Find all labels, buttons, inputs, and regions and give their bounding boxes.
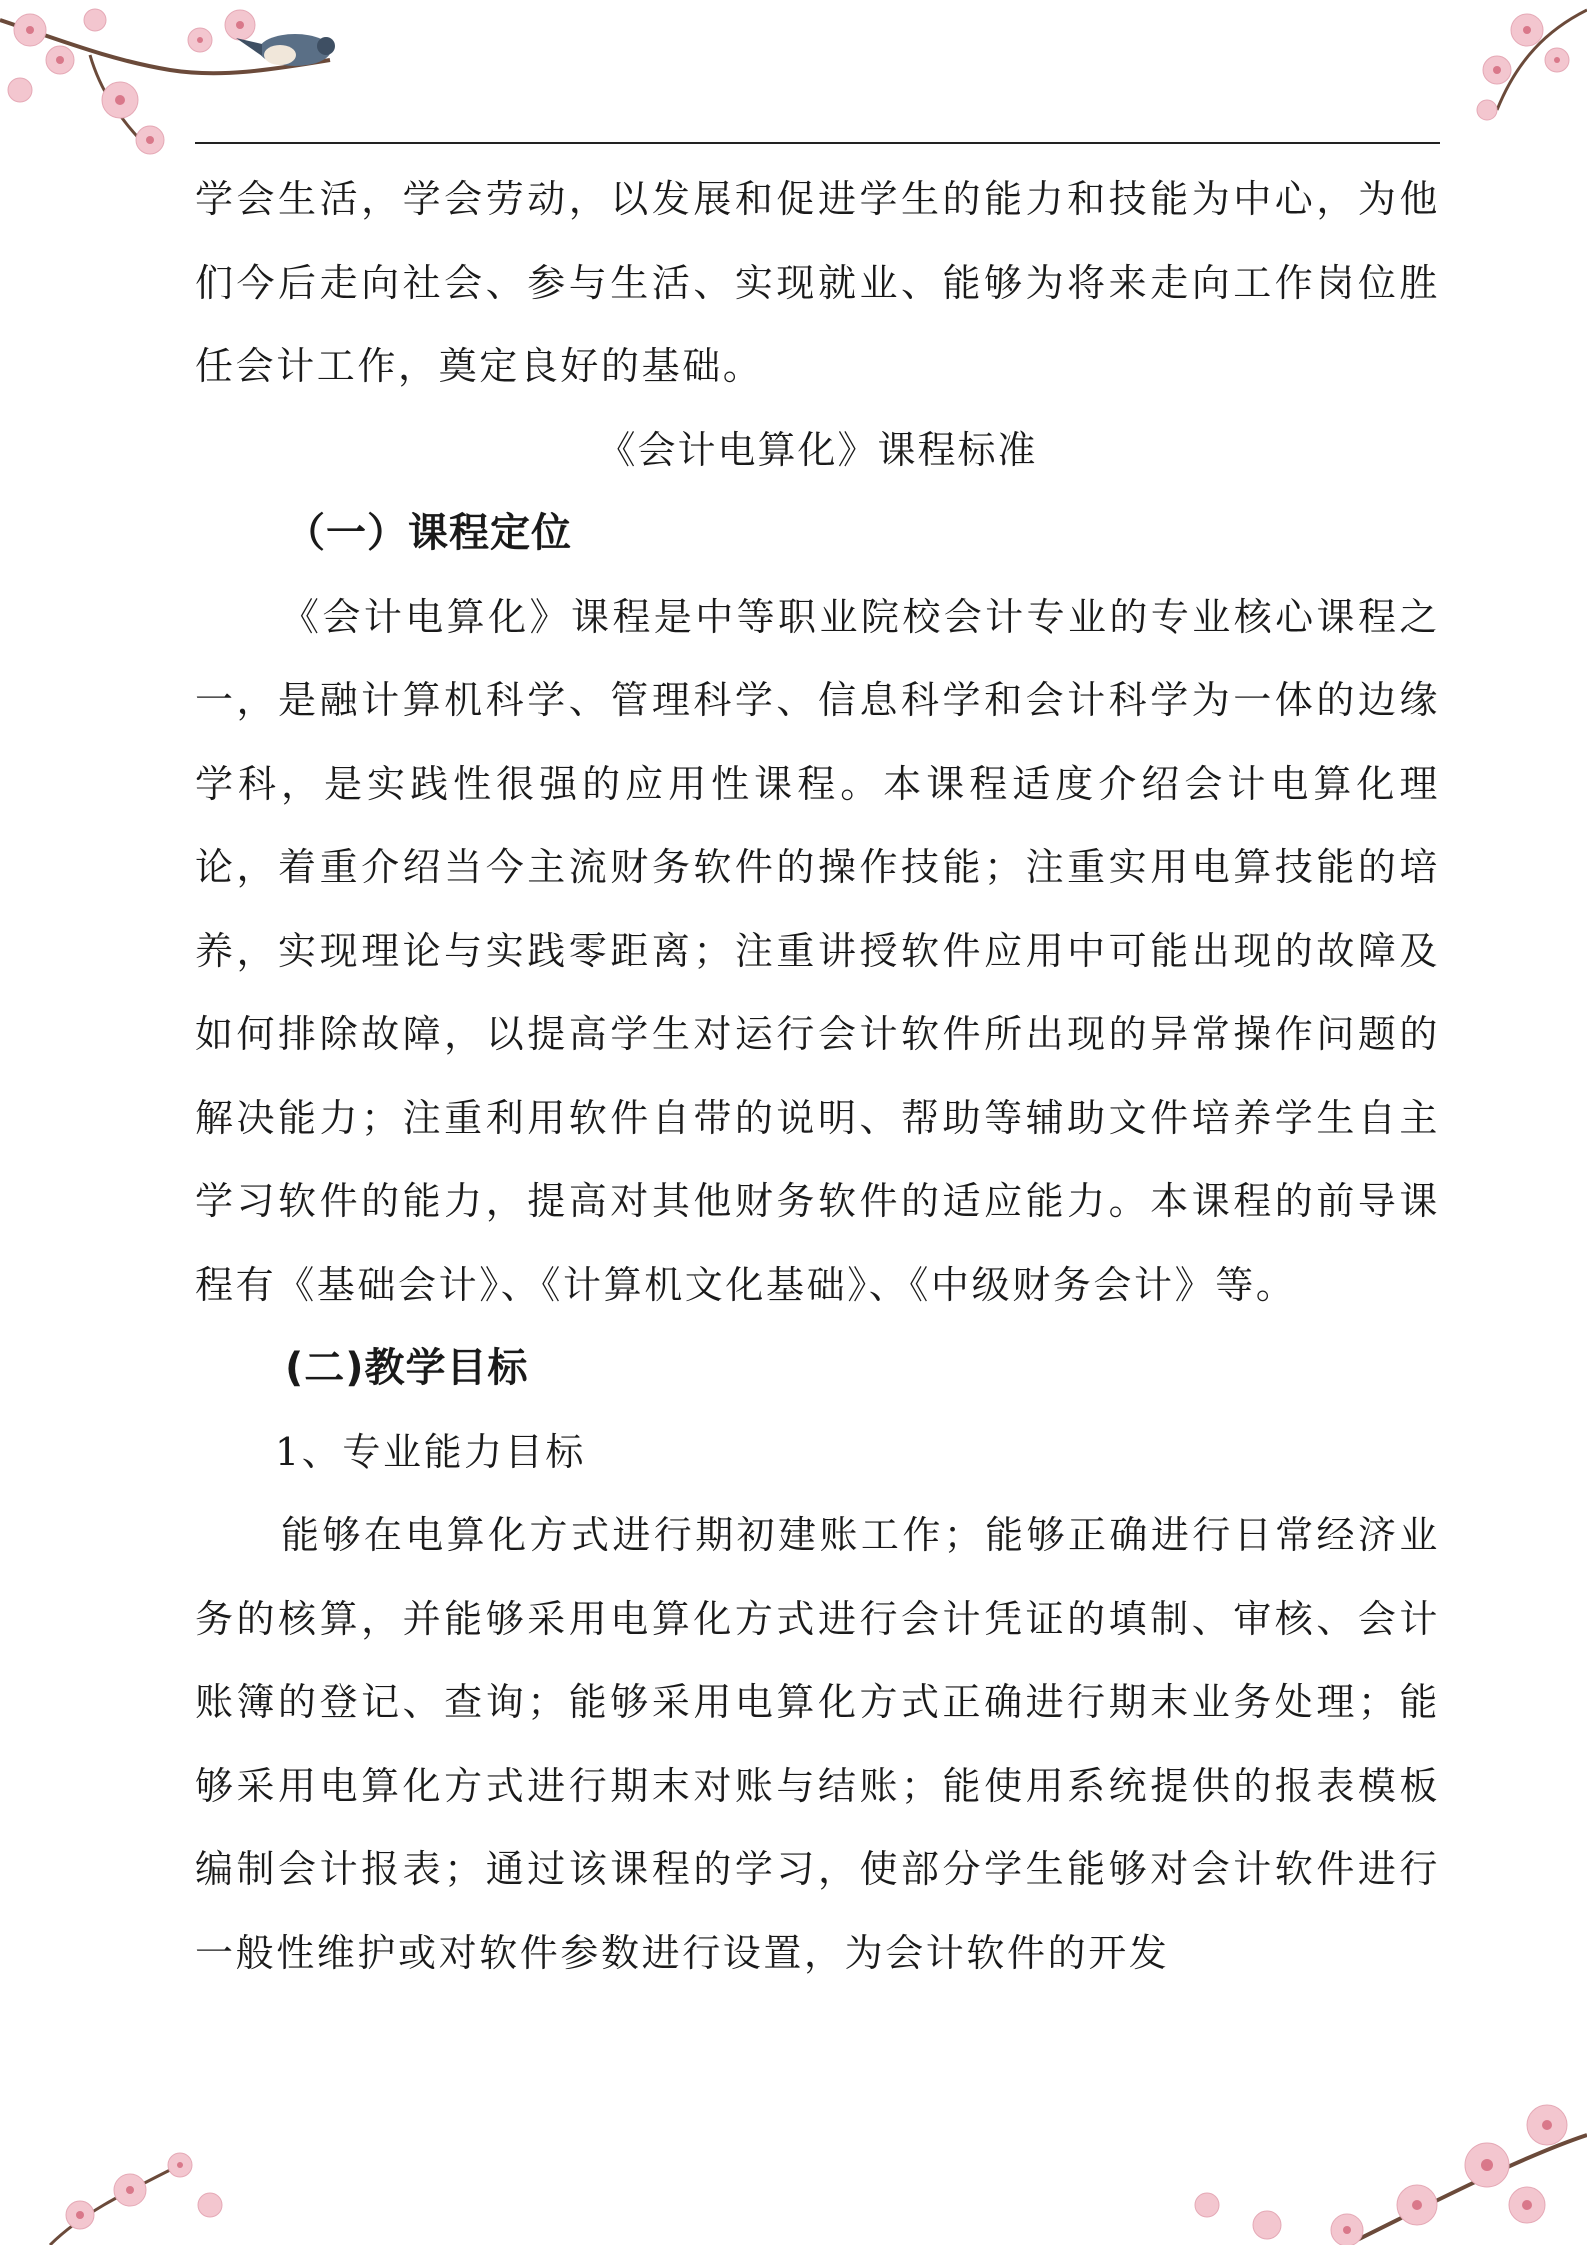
header-rule [195,142,1440,144]
subheading-professional-ability: 1、专业能力目标 [275,1429,586,1474]
section-title: 《会计电算化》课程标准 [597,427,1038,472]
document-body [195,158,1440,1995]
paragraph-course-intro: 《会计电算化》课程是中等职业院校会计专业的专业核心课程之一，是融计算机科学、管理科学、信息科学和会计科学为一体的边缘学科，是实践性很强的应用性课程。本课程适度介绍会计电算化理论，着重介绍当今主流财务软件的操作技能；注重实用电算技能的培养，实现理论与实践零距离；注重讲授软件应用中可能出现的故障及如何排除故障，以提高学生对运行会计软件所出现的异常操作问题的解决能力；注重利用软件自带的说明、帮助等辅助文件培养学生自主学习软件的能力，提高对其他财务软件的适应能力。本课程的前导课程有《基础会计》、《计算机文化基础》、《中级财务会计》等。 [195,594,1440,1307]
paragraph-ability-goals: 能够在电算化方式进行期初建账工作；能够正确进行日常经济业务的核算，并能够采用电算化方式进行会计凭证的填制、审核、会计账簿的登记、查询；能够采用电算化方式正确进行期末业务处理；能够采用电算化方式进行期末对账与结账；能使用系统提供的报表模板编制会计报表；通过该课程的学习，使部分学生能够对会计软件进行一般性维护或对软件参数进行设置，为会计软件的开发 [195,1513,1440,1975]
heading-teaching-objectives: (二)教学目标 [285,1345,529,1391]
cherry-blossom-decoration-top-right [1387,0,1587,130]
heading-course-positioning: （一）课程定位 [285,510,572,556]
cherry-blossom-decoration-bottom-right [1147,2055,1587,2245]
cherry-blossom-decoration-bottom-left [40,2105,270,2245]
cherry-blossom-decoration-top-left [0,0,360,160]
paragraph-continuation: 学会生活，学会劳动，以发展和促进学生的能力和技能为中心，为他们今后走向社会、参与生活、实现就业、能够为将来走向工作岗位胜任会计工作，奠定良好的基础。 [195,177,1440,388]
bird-icon [236,34,335,66]
